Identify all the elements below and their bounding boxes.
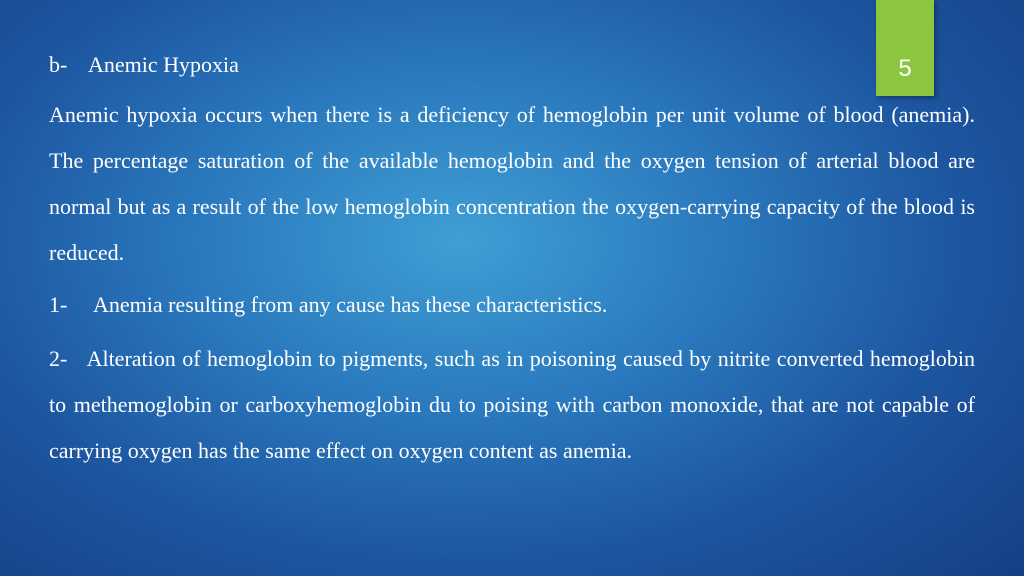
list-item-1-text: Anemia resulting from any cause has these characteristics. [93,292,608,317]
heading-text: Anemic Hypoxia [88,52,239,77]
list-item-2-marker: 2- [49,346,68,371]
intro-paragraph: Anemic hypoxia occurs when there is a deficiency of hemoglobin per unit volume of blood (anemia). The percentage saturation of the available hemoglobin and the oxygen tension of arterial blood are normal but as a result of the low hemoglobin concentration the oxygen-carrying capacity of the blood is reduced. [49,102,975,265]
slide-body [49,50,975,482]
list-item-2 [49,336,975,474]
list-item-1 [49,282,975,328]
heading-marker: b- [49,52,68,77]
list-item-1-marker: 1- [49,292,68,317]
list-item-2-text: Alteration of hemoglobin to pigments, such as in poisoning caused by nitrite converted hemoglobin to methemoglobin or carboxyhemoglobin du to poising with carbon monoxide, that are not capable of carrying oxygen has the same effect on oxygen content as anemia. [49,346,975,463]
slide-heading [49,50,975,80]
page-number: 5 [898,55,912,82]
